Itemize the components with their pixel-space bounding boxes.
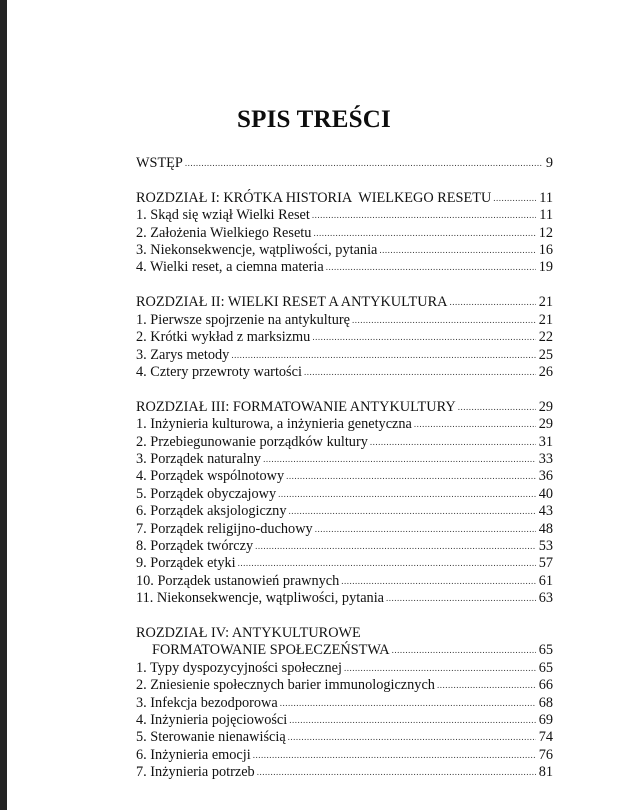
- toc-entry[interactable]: [136, 225, 553, 242]
- dot-leader: [238, 555, 536, 572]
- dot-leader: [344, 660, 536, 677]
- toc-entry-page: 53: [538, 537, 553, 554]
- toc-entry-label: 11. Niekonsekwencje, wątpliwości, pytania: [136, 590, 385, 607]
- toc-entry-page: 40: [538, 485, 553, 502]
- toc-entry-label: 2. Zniesienie społecznych barier immunologicznych: [136, 677, 435, 694]
- dot-leader: [386, 590, 536, 607]
- page-title: SPIS TREŚCI: [237, 106, 391, 133]
- toc-entry-label: WSTĘP: [136, 155, 183, 171]
- toc-entry[interactable]: [136, 590, 553, 607]
- toc-chapter-heading-line1[interactable]: ROZDZIAŁ IV: ANTYKULTUROWE: [136, 624, 361, 641]
- toc-chapter-heading[interactable]: [136, 190, 553, 207]
- toc-entry-page: 25: [538, 346, 553, 363]
- toc-entry-page: 63: [538, 590, 553, 607]
- toc-entry-label: 3. Porządek naturalny: [136, 450, 262, 467]
- dot-leader: [392, 642, 536, 659]
- dot-leader: [379, 242, 535, 259]
- toc-entry-page: 11: [539, 207, 553, 224]
- toc-entry[interactable]: [136, 207, 553, 224]
- dot-leader: [288, 503, 535, 520]
- document-page: [7, 0, 621, 810]
- toc-entry-page: 65: [538, 642, 553, 659]
- toc-entry[interactable]: [136, 695, 553, 712]
- dot-leader: [289, 712, 535, 729]
- dot-leader: [458, 399, 536, 416]
- toc-entry-page: 21: [538, 294, 553, 311]
- dot-leader: [288, 729, 536, 746]
- toc-entry-page: 33: [538, 450, 553, 467]
- toc-entry-label: 7. Inżynieria potrzeb: [136, 764, 255, 781]
- toc-entry[interactable]: [136, 573, 553, 590]
- toc-entry-label: 3. Infekcja bezodporowa: [136, 694, 278, 711]
- toc-entry-intro[interactable]: [136, 155, 553, 172]
- dot-leader: [414, 416, 536, 433]
- toc-entry-page: 76: [538, 746, 553, 763]
- toc-entry-page: 9: [545, 155, 553, 171]
- toc-entry-page: 74: [538, 729, 553, 746]
- dot-leader: [278, 486, 536, 503]
- toc-section-chapter-2: [136, 294, 553, 381]
- toc-entry[interactable]: [136, 468, 553, 485]
- toc-chapter-label: FORMATOWANIE SPOŁECZEŃSTWA: [152, 642, 390, 659]
- toc-section-chapter-4: [136, 625, 553, 782]
- toc-entry-page: 22: [538, 329, 553, 346]
- toc-entry-page: 29: [538, 398, 553, 415]
- toc-entry-page: 43: [538, 503, 553, 520]
- toc-entry-label: 4. Cztery przewroty wartości: [136, 363, 302, 380]
- toc-entry-page: 81: [538, 764, 553, 781]
- dot-leader: [493, 190, 536, 207]
- viewer-left-edge: [0, 0, 7, 810]
- toc-entry[interactable]: [136, 538, 553, 555]
- toc-entry-label: 6. Inżynieria emocji: [136, 746, 251, 763]
- toc-entry-label: 5. Sterowanie nienawiścią: [136, 729, 286, 746]
- toc-entry-page: 11: [539, 189, 553, 206]
- toc-entry[interactable]: [136, 503, 553, 520]
- dot-leader: [341, 573, 535, 590]
- dot-leader: [255, 538, 536, 555]
- toc-entry[interactable]: [136, 747, 553, 764]
- toc-chapter-heading[interactable]: [136, 642, 553, 659]
- toc-entry-label: 3. Niekonsekwencje, wątpliwości, pytania: [136, 242, 378, 259]
- toc-chapter-heading[interactable]: [136, 294, 553, 311]
- toc-entry-page: 57: [538, 555, 553, 572]
- toc-entry[interactable]: [136, 347, 553, 364]
- toc-chapter-label: ROZDZIAŁ II: WIELKI RESET A ANTYKULTURA: [136, 294, 448, 311]
- toc-section-intro: [136, 155, 553, 172]
- toc-entry[interactable]: [136, 242, 553, 259]
- toc-entry-label: 10. Porządek ustanowień prawnych: [136, 572, 340, 589]
- toc-entry[interactable]: [136, 451, 553, 468]
- toc-entry-page: 29: [538, 416, 553, 433]
- toc-entry-page: 16: [538, 242, 553, 259]
- toc-entry-label: 8. Porządek twórczy: [136, 537, 254, 554]
- toc-entry-page: 66: [538, 677, 553, 694]
- toc-chapter-heading[interactable]: [136, 399, 553, 416]
- toc-entry-label: 4. Inżynieria pojęciowości: [136, 711, 288, 728]
- toc-entry[interactable]: [136, 521, 553, 538]
- toc-entry-label: 5. Porządek obyczajowy: [136, 485, 277, 502]
- toc-entry-page: 12: [538, 224, 553, 241]
- toc-section-chapter-3: [136, 399, 553, 608]
- toc-entry[interactable]: [136, 312, 553, 329]
- toc-entry-page: 48: [538, 520, 553, 537]
- dot-leader: [253, 747, 536, 764]
- toc-entry[interactable]: [136, 677, 553, 694]
- toc-section-chapter-1: [136, 190, 553, 277]
- toc-entry-label: 2. Krótki wykład z marksizmu: [136, 329, 311, 346]
- dot-leader: [312, 329, 535, 346]
- toc-entry-label: 1. Pierwsze spojrzenie na antykulturę: [136, 311, 350, 328]
- toc-entry[interactable]: [136, 434, 553, 451]
- table-of-contents: [136, 155, 553, 782]
- toc-entry[interactable]: [136, 416, 553, 433]
- toc-entry-page: 61: [538, 572, 553, 589]
- dot-leader: [315, 521, 536, 538]
- toc-entry-page: 19: [538, 259, 553, 276]
- toc-entry-label: 2. Przebiegunowanie porządków kultury: [136, 433, 368, 450]
- toc-entry-label: 2. Założenia Wielkiego Resetu: [136, 224, 312, 241]
- toc-entry[interactable]: [136, 729, 553, 746]
- dot-leader: [370, 434, 536, 451]
- toc-entry[interactable]: [136, 259, 553, 276]
- toc-entry-label: 4. Porządek wspólnotowy: [136, 468, 285, 485]
- toc-entry-page: 65: [538, 659, 553, 676]
- toc-entry[interactable]: [136, 329, 553, 346]
- dot-leader: [304, 364, 536, 381]
- toc-chapter-label: ROZDZIAŁ III: FORMATOWANIE ANTYKULTURY: [136, 398, 456, 415]
- toc-entry[interactable]: [136, 712, 553, 729]
- dot-leader: [312, 207, 536, 224]
- dot-leader: [449, 294, 535, 311]
- toc-entry-page: 21: [538, 311, 553, 328]
- dot-leader: [286, 468, 536, 485]
- dot-leader: [313, 225, 535, 242]
- dot-leader: [231, 347, 535, 364]
- toc-entry-page: 26: [538, 363, 553, 380]
- dot-leader: [257, 764, 536, 781]
- toc-entry[interactable]: [136, 486, 553, 503]
- dot-leader: [280, 695, 536, 712]
- toc-entry[interactable]: [136, 364, 553, 381]
- toc-entry-page: 69: [538, 711, 553, 728]
- toc-chapter-label: ROZDZIAŁ I: KRÓTKA HISTORIA WIELKEGO RESETU: [136, 189, 492, 206]
- toc-entry-label: 4. Wielki reset, a ciemna materia: [136, 259, 324, 276]
- toc-entry-label: 9. Porządek etyki: [136, 555, 236, 572]
- toc-entry-page: 36: [538, 468, 553, 485]
- toc-entry-label: 6. Porządek aksjologiczny: [136, 503, 287, 520]
- toc-entry[interactable]: [136, 764, 553, 781]
- toc-entry-label: 3. Zarys metody: [136, 346, 230, 363]
- toc-entry-label: 1. Skąd się wziął Wielki Reset: [136, 207, 310, 224]
- toc-entry-page: 31: [538, 433, 553, 450]
- dot-leader: [326, 259, 536, 276]
- dot-leader: [437, 677, 536, 694]
- toc-entry[interactable]: [136, 660, 553, 677]
- dot-leader: [263, 451, 536, 468]
- toc-entry[interactable]: [136, 555, 553, 572]
- toc-entry-label: 7. Porządek religijno-duchowy: [136, 520, 313, 537]
- toc-entry-label: 1. Typy dyspozycyjności społecznej: [136, 659, 342, 676]
- toc-entry-page: 68: [538, 694, 553, 711]
- toc-entry-label: 1. Inżynieria kulturowa, a inżynieria genetyczna: [136, 416, 412, 433]
- dot-leader: [185, 155, 543, 172]
- dot-leader: [352, 312, 536, 329]
